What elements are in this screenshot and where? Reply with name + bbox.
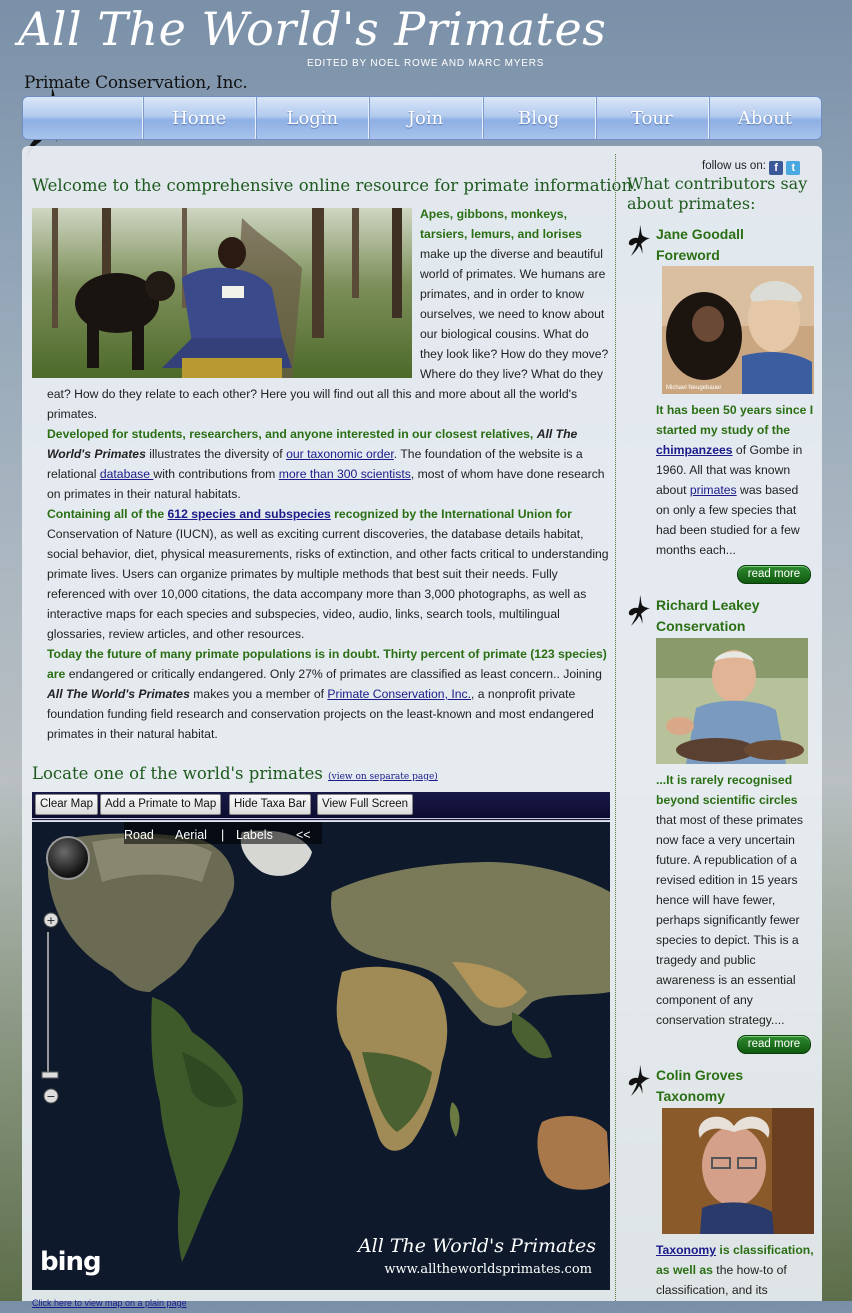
svg-text:+: +: [46, 914, 56, 927]
road-mode[interactable]: Road: [124, 828, 154, 842]
goodall-name[interactable]: Jane Goodall: [656, 226, 744, 242]
contributors-heading: What contributors say about primates:: [627, 174, 808, 213]
map-toolbar: [32, 792, 610, 821]
locate-title-text: Locate one of the world's primates: [32, 764, 329, 783]
leakey-name[interactable]: Richard Leakey: [656, 597, 760, 613]
nav-tour[interactable]: Tour: [596, 97, 709, 139]
add-primate-button[interactable]: Add a Primate to Map: [100, 794, 221, 815]
leakey-text-a: that most of these primates now face a very uncertain future. A republication of a revised edition in 15 years hence will have fewer, perhaps significantly fewer species to depict. This is a tragedy and public awareness is an essential component of any conservation strategy....: [656, 813, 803, 1027]
intro-lead: Apes, gibbons, monkeys, tarsiers, lemurs, and lorises: [420, 207, 582, 241]
leakey-role: Conservation: [656, 618, 746, 634]
collapse-map-bar-button[interactable]: <<: [296, 828, 311, 842]
groves-quote: [656, 1240, 814, 1300]
groves-photo: [662, 1108, 814, 1234]
read-more-goodall-button[interactable]: read more: [737, 565, 811, 584]
pci-logo-text[interactable]: Primate Conservation, Inc.: [24, 73, 248, 93]
map-watermark-url: www.alltheworldsprimates.com: [384, 1262, 592, 1277]
p4-text-b: makes you a member of: [189, 687, 328, 701]
contributor-groves-name[interactable]: [656, 1065, 743, 1107]
goodall-text-a: of Gombe in 1960. All that was known about: [656, 443, 803, 497]
nav-logo-slot: [23, 97, 143, 139]
p2-em: All The World's Primates: [47, 427, 578, 461]
chimpanzees-link[interactable]: chimpanzees: [656, 443, 733, 457]
nav-join[interactable]: Join: [369, 97, 482, 139]
map-watermark-title: All The World's Primates: [357, 1235, 596, 1257]
goodall-photo-credit: Michael Neugebauer: [666, 385, 722, 391]
taxonomic-order-link[interactable]: our taxonomic order: [286, 447, 394, 461]
main-nav: [22, 96, 822, 140]
aerial-mode[interactable]: Aerial: [175, 828, 207, 842]
read-more-leakey-button[interactable]: read more: [737, 1035, 811, 1054]
edited-by: EDITED BY NOEL ROWE AND MARC MYERS: [307, 58, 545, 69]
pci-link[interactable]: Primate Conservation, Inc.: [327, 687, 471, 701]
nav-login[interactable]: Login: [256, 97, 369, 139]
groves-quote-lead: is classification, as well as: [656, 1243, 814, 1277]
p2-text-c: with contributions from: [153, 467, 279, 481]
clear-map-button[interactable]: Clear Map: [35, 794, 98, 815]
satellite-map-image: [32, 822, 610, 1290]
pan-control[interactable]: [46, 836, 90, 880]
content-panel: [22, 146, 822, 1308]
twitter-icon[interactable]: t: [786, 161, 800, 175]
taxonomy-link[interactable]: Taxonomy: [656, 1243, 717, 1257]
contributor-goodall-name[interactable]: [656, 224, 744, 266]
column-divider: [615, 154, 616, 1301]
intro-body: make up the diverse and beautiful world of primates. We humans are primates, and in order to know ourselves, we need to know about our biological cousins. What do they look like? How do they move? Where do they live? What do they eat? How do they relate to each other? Here you will find out all this and more about all the world's primates.: [47, 247, 609, 421]
monkey-small-icon: [626, 224, 652, 260]
welcome-heading: Welcome to the comprehensive online resource for primate information.: [32, 176, 638, 195]
species-link[interactable]: 612 species and subspecies: [167, 507, 331, 521]
follow-us-label: follow us on:: [702, 160, 766, 172]
plain-map-link[interactable]: Click here to view map on a plain page: [32, 1298, 187, 1308]
p4-text-a: endangered or critically endangered. Only 27% of primates are classified as least concern.. Joining: [65, 667, 602, 681]
p4-em: All The World's Primates: [47, 687, 190, 701]
goodall-role: Foreword: [656, 247, 720, 263]
follow-us: [702, 156, 800, 176]
groves-name[interactable]: Colin Groves: [656, 1067, 744, 1083]
scientists-link[interactable]: more than 300 scientists: [278, 467, 411, 481]
nav-about[interactable]: About: [737, 107, 793, 129]
goodall-quote: [656, 400, 814, 560]
svg-text:−: −: [46, 1090, 56, 1103]
database-link[interactable]: database: [99, 467, 154, 481]
groves-text-a: the how-to of classification, and its: [656, 1263, 787, 1297]
groves-role: Taxonomy: [656, 1088, 725, 1104]
intro-text: [32, 204, 610, 744]
p4-text-c: , a nonprofit private foundation funding field research and conservation projects on the least-known and most endangered primates in their natural habitat.: [47, 687, 594, 741]
mode-divider: |: [221, 828, 225, 842]
monkey-small-icon: [626, 1064, 652, 1100]
nav-home[interactable]: Home: [143, 97, 256, 139]
p2-text-b: . The foundation of the website is a relational: [47, 447, 583, 481]
leakey-quote-lead: ...It is rarely recognised beyond scientific circles: [656, 773, 798, 807]
zoom-slider[interactable]: [40, 912, 62, 1112]
map-mode-bar: [124, 822, 322, 844]
p3-body: Conservation of Nature (IUCN), as well as exciting current discoveries, the database details habitat, social behavior, diet, physical measurements, risks of extinction, and other facts critical to understanding primate lives. Users can organize primates by multiple methods that best suit their needs. Fully referenced with over 10,000 citations, the data accompany more than 3,000 photographs, as well as interactive maps for each species and subspecies, video, audio, links, search tools, multilingual glossaries, review articles, and other resources.: [47, 527, 609, 641]
p4-lead: Today the future of many primate populations is in doubt. Thirty percent of primate (123 species) are: [47, 647, 607, 681]
facebook-icon[interactable]: f: [769, 161, 783, 175]
p2-text-a: illustrates the diversity of: [145, 447, 287, 461]
hide-taxa-button[interactable]: Hide Taxa Bar: [229, 794, 311, 815]
world-map[interactable]: [32, 822, 610, 1290]
leakey-photo: [656, 638, 808, 764]
leakey-quote: [656, 770, 814, 1030]
p3-lead2: recognized by the International Union for: [330, 507, 572, 521]
goodall-photo: [662, 266, 814, 394]
contributor-leakey-name[interactable]: [656, 595, 760, 637]
monkey-small-icon: [626, 594, 652, 630]
nav-blog[interactable]: Blog: [483, 97, 596, 139]
p2-text-d: , most of whom have done research on primates in their natural habitats.: [47, 467, 605, 501]
bing-logo: bing: [40, 1247, 101, 1277]
p2-lead: Developed for students, researchers, and anyone interested in our closest relatives,: [47, 427, 537, 441]
goodall-text-b: was based on only a few species that had been studied for a few months each...: [656, 483, 800, 557]
view-separate-link[interactable]: (view on separate page): [328, 772, 438, 782]
p3-lead: Containing all of the: [47, 507, 168, 521]
labels-mode[interactable]: Labels: [236, 828, 273, 842]
locate-heading: [32, 764, 438, 787]
primates-link[interactable]: primates: [689, 483, 737, 497]
full-screen-button[interactable]: View Full Screen: [317, 794, 413, 815]
goodall-quote-lead: It has been 50 years since I started my study of the: [656, 403, 814, 437]
site-title: All The World's Primates: [18, 2, 607, 56]
